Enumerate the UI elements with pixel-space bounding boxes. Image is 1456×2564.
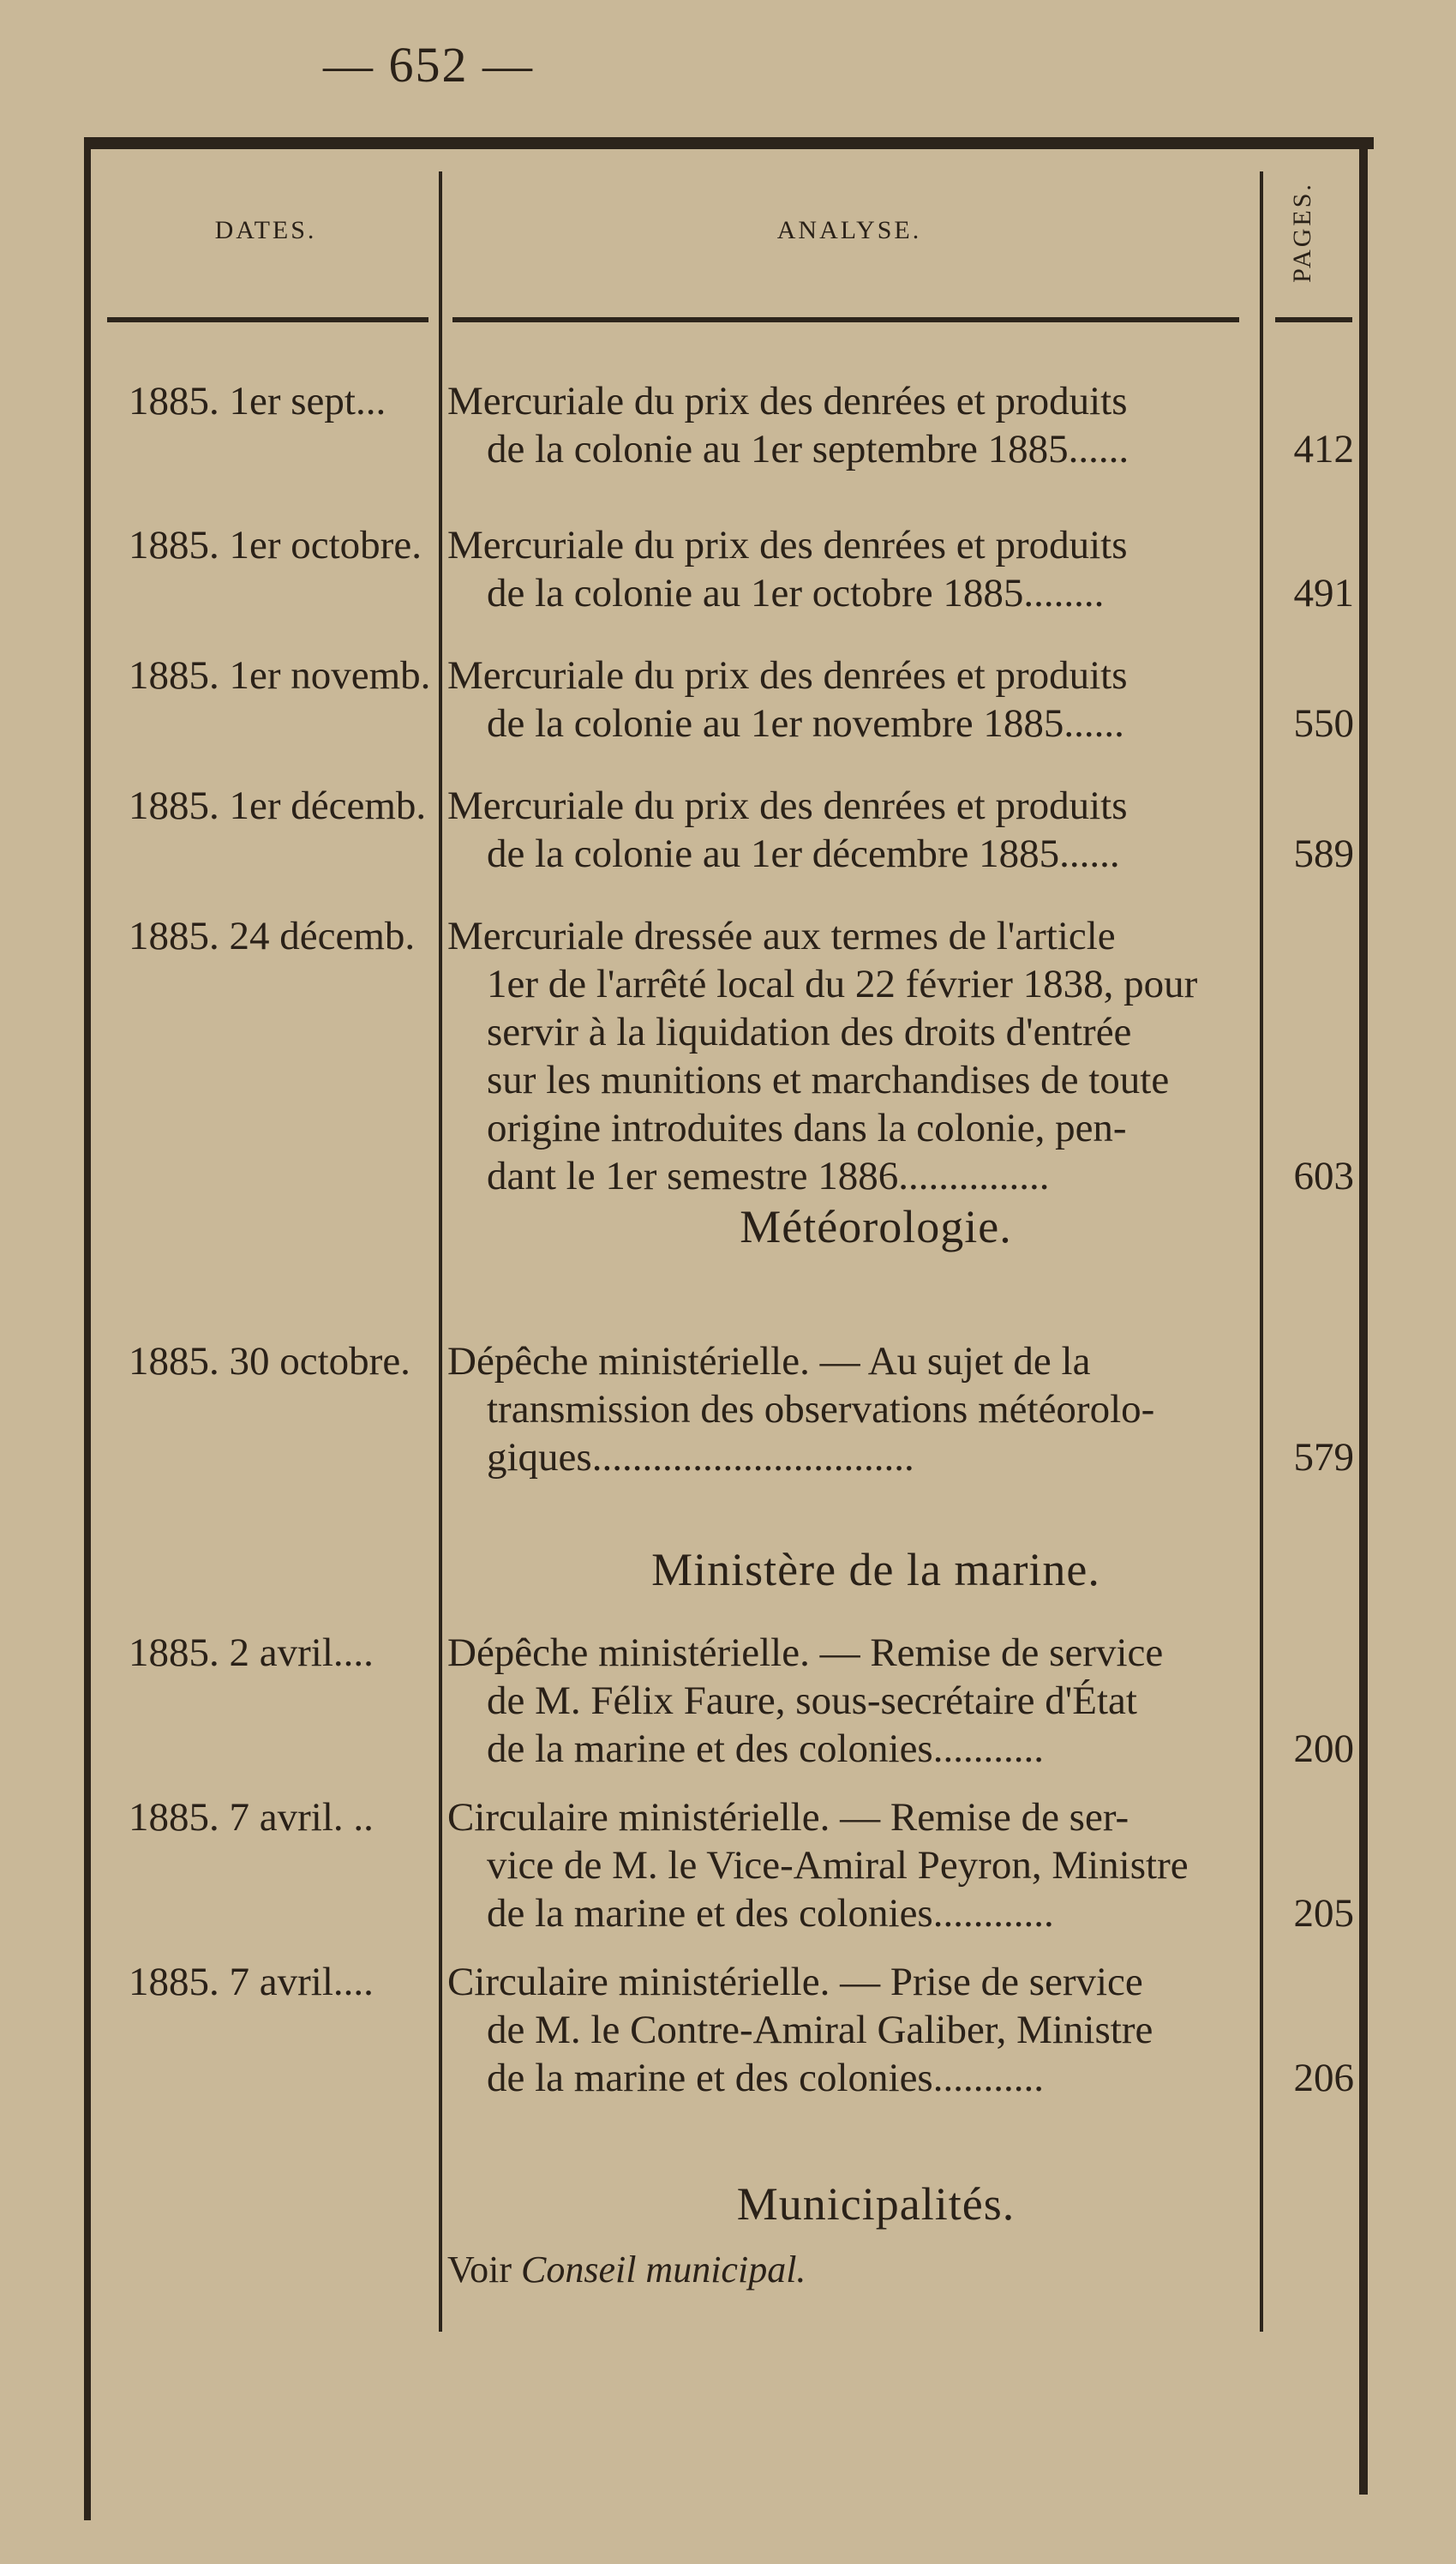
column-divider-dates [439,171,442,2332]
header-rule-pages [1275,317,1352,322]
entry-date: 1885. 24 décemb. [129,914,416,958]
entry-analyse [447,1958,1253,2102]
analyse-line: de la colonie au 1er novembre 1885...... [487,701,1124,746]
analyse-line: Dépêche ministérielle. — Remise de service [447,1630,1164,1675]
see-also-prefix: Voir [447,2249,521,2291]
entry-page-number: 589 [1293,832,1354,876]
header-dates: DATES. [214,216,317,244]
entry-analyse [447,1629,1253,1773]
entry-page-number: 205 [1293,1891,1354,1936]
entry-date: 1885. 7 avril. .. [129,1795,374,1840]
analyse-line: servir à la liquidation des droits d'entrée [487,1010,1132,1054]
analyse-line: de la colonie au 1er septembre 1885...... [487,427,1129,471]
entry-analyse [447,652,1253,748]
entry-date: 1885. 2 avril.... [129,1630,374,1675]
analyse-line: de M. le Contre-Amiral Galiber, Ministre [487,2008,1153,2052]
table-left-border [84,137,91,2520]
see-also-reference [447,2246,806,2294]
section-title-ministere-marine: Ministère de la marine. [651,1544,1100,1595]
analyse-line: Circulaire ministérielle. — Prise de service [447,1960,1143,2004]
entry-analyse [447,377,1253,473]
analyse-line: de la marine et des colonies............ [487,1891,1054,1936]
analyse-line: origine introduites dans la colonie, pen- [487,1106,1127,1150]
analyse-line: giques................................ [487,1435,914,1480]
see-also-target: Conseil municipal. [520,2249,806,2291]
entry-analyse [447,1793,1253,1937]
header-rule-analyse [452,317,1239,322]
entry-page-number: 412 [1293,427,1354,471]
analyse-line: sur les munitions et marchandises de toute [487,1058,1170,1102]
analyse-line: de la colonie au 1er octobre 1885........ [487,571,1105,615]
entry-page-number: 603 [1293,1154,1354,1198]
entry-date: 1885. 1er sept... [129,379,386,423]
header-rule-dates [107,317,428,322]
analyse-line: Dépêche ministérielle. — Au sujet de la [447,1339,1091,1384]
analyse-line: Mercuriale du prix des denrées et produits [447,653,1128,698]
entry-page-number: 491 [1293,571,1354,615]
analyse-line: de la colonie au 1er décembre 1885...... [487,832,1120,876]
entry-date: 1885. 30 octobre. [129,1339,410,1384]
entry-analyse [447,782,1253,878]
entry-page-number: 200 [1293,1726,1354,1771]
analyse-line: transmission des observations météorolo- [487,1387,1155,1432]
analyse-line: de M. Félix Faure, sous-secrétaire d'État [487,1678,1137,1723]
entry-analyse [447,1337,1253,1481]
section-title-meteorologie: Météorologie. [740,1201,1012,1252]
page-number: — 652 — [323,37,534,93]
analyse-line: de la marine et des colonies........... [487,1726,1044,1771]
analyse-line: Mercuriale du prix des denrées et produits [447,523,1128,567]
entry-page-number: 579 [1293,1435,1354,1480]
analyse-line: vice de M. le Vice-Amiral Peyron, Ministre [487,1843,1189,1888]
header-pages: PAGES. [1288,182,1316,283]
entry-page-number: 206 [1293,2056,1354,2100]
analyse-line: Circulaire ministérielle. — Remise de ser- [447,1795,1129,1840]
entry-date: 1885. 1er novemb. [129,653,431,698]
entry-analyse [447,521,1253,617]
entry-date: 1885. 7 avril.... [129,1960,374,2004]
header-analyse: ANALYSE. [776,216,922,244]
entry-date: 1885. 1er octobre. [129,523,422,567]
entry-page-number: 550 [1293,701,1354,746]
analyse-line: Mercuriale du prix des denrées et produits [447,784,1128,828]
table-right-border [1359,137,1368,2495]
analyse-line: dant le 1er semestre 1886............... [487,1154,1050,1198]
analyse-line: de la marine et des colonies........... [487,2056,1044,2100]
section-title-municipalites: Municipalités. [736,2178,1016,2230]
analyse-line: Mercuriale du prix des denrées et produits [447,379,1128,423]
analyse-line: Mercuriale dressée aux termes de l'article [447,914,1116,958]
entry-analyse [447,912,1253,1200]
table-top-border [84,137,1374,149]
analyse-line: 1er de l'arrêté local du 22 février 1838, pour [487,962,1198,1006]
entry-date: 1885. 1er décemb. [129,784,427,828]
